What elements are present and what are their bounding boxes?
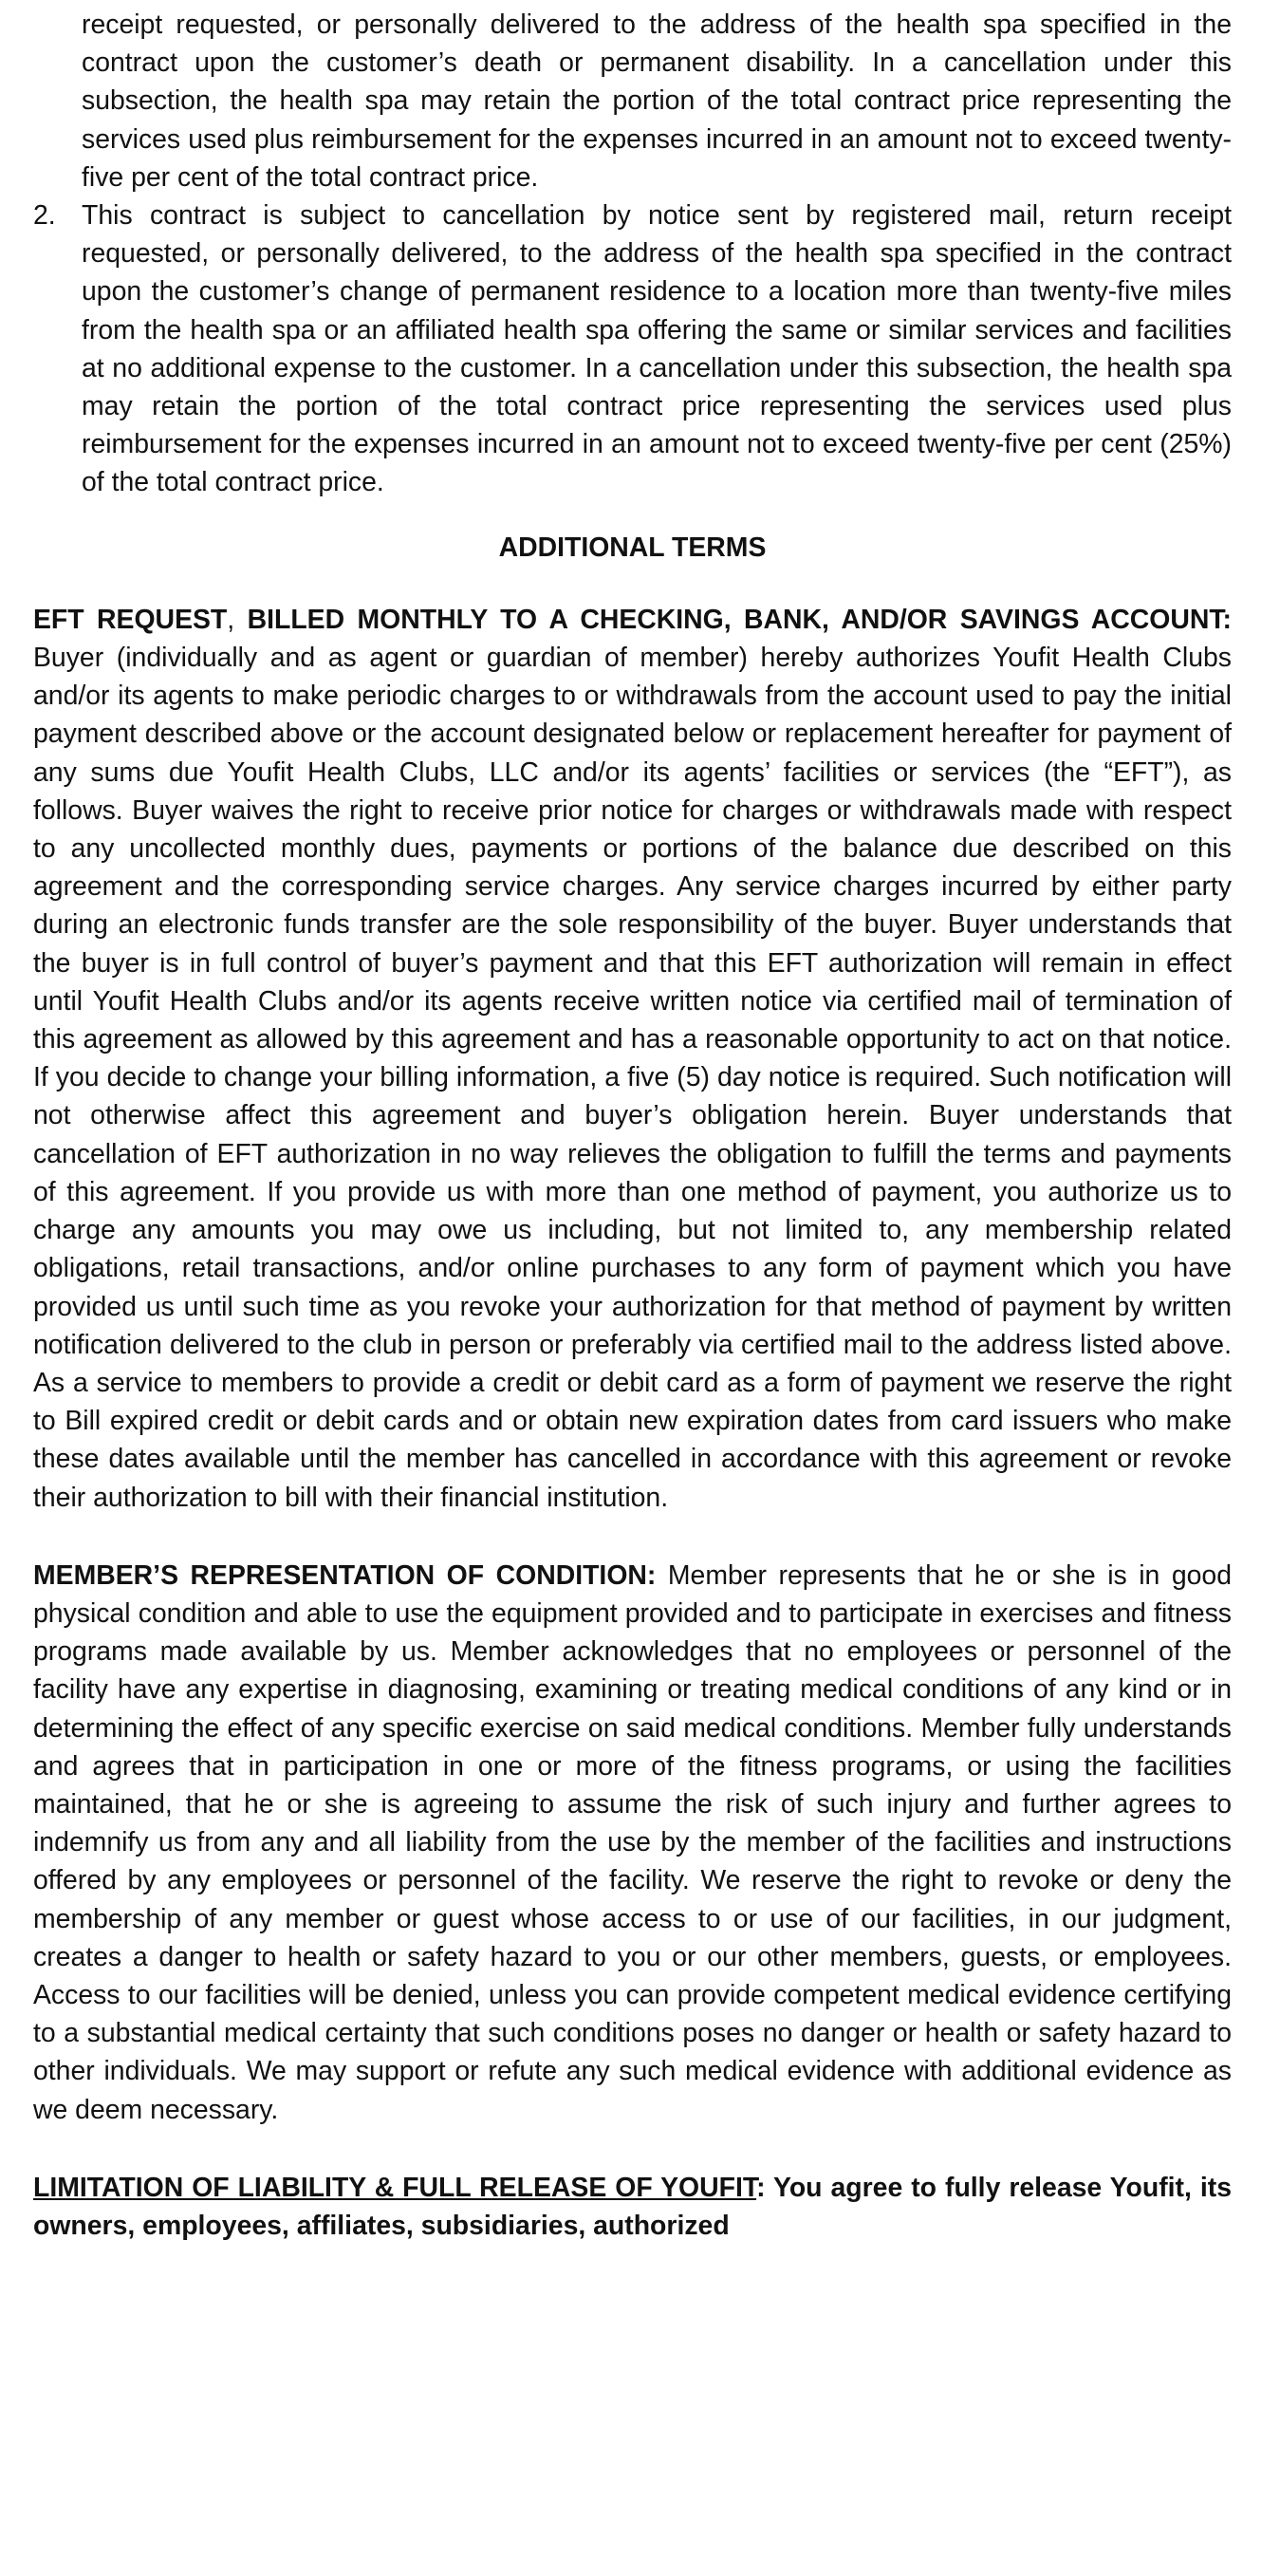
member-condition-body: Member represents that he or she is in good physical condition and able to use the equipment provided and to participate in exercises and fitness programs made available by us. Member acknowledges that no employees or personnel of the facility have any expertise in diagnosing, examining or treating medical conditions of any kind or in determining the effect of any specific exercise on said medical conditions. Member fully understands and agrees that in participation in one or more of the fitness programs, or using the facilities maintained, that he or she is agreeing to assume the risk of such injury and further agrees to indemnify us from any and all liability from the use by the member of the facilities and instructions offered by any employees or personnel of the facility. We reserve the right to revoke or deny the membership of any member or guest whose access to or use of our facilities, in our judgment, creates a danger to health or safety hazard to you or our other members, guests, or employees. Access to our facilities will be denied, unless you can provide competent medical evidence certifying to a substantial medical certainty that such conditions poses no danger or health or safety hazard to other individuals. We may support or refute any such medical evidence with additional evidence as we deem necessary. xyxy=(33,1559,1232,2125)
list-marker: 2. xyxy=(33,200,56,232)
contract-page xyxy=(33,6,1232,2245)
member-condition-paragraph xyxy=(33,1557,1232,2129)
liability-lead-rest: : You agree to fully release Youfit, its owners, employees, affiliates, subsidiaries, authorized xyxy=(33,2172,1232,2241)
liability-paragraph xyxy=(33,2169,1232,2245)
eft-request-body: Buyer (individually and as agent or guardian of member) hereby authorizes Youfit Health Clubs and/or its agents to make periodic charges to or withdrawals from the account used to pay the initial payment described above or the account designated below or replacement hereafter for payment of any sums due Youfit Health Clubs, LLC and/or its agents’ facilities or services (the “EFT”), as follows. Buyer waives the right to receive prior notice for charges or withdrawals made with respect to any uncollected monthly dues, payments or portions of the balance due described on this agreement and the corresponding service charges. Any service charges incurred by either party during an electronic funds transfer are the sole responsibility of the buyer. Buyer understands that the buyer is in full control of buyer’s payment and that this EFT authorization will remain in effect until Youfit Health Clubs and/or its agents receive written notice via certified mail of termination of this agreement as allowed by this agreement and has a reasonable opportunity to act on that notice. If you decide to change your billing information, a five (5) day notice is required. Such notification will not otherwise affect this agreement and buyer’s obligation herein. Buyer understands that cancellation of EFT authorization in no way relieves the obligation to fulfill the terms and payments of this agreement. If you provide us with more than one method of payment, you authorize us to charge any amounts you may owe us including, but not limited to, any membership related obligations, retail transactions, and/or online purchases to any form of payment which you have provided us until such time as you revoke your authorization for that method of payment by written notification delivered to the club in person or preferably via certified mail to the address listed above. As a service to members to provide a credit or debit card as a form of payment we reserve the right to Bill expired credit or debit cards and or obtain new expiration dates from card issuers who make these dates available until the member has cancelled in accordance with this agreement or revoke their authorization to bill with their financial institution. xyxy=(33,643,1232,1513)
member-condition-lead: MEMBER’S REPRESENTATION OF CONDITION: xyxy=(33,1559,657,1591)
cancellation-item-1-continuation xyxy=(33,6,1232,196)
additional-terms-heading: ADDITIONAL TERMS xyxy=(498,532,767,563)
eft-request-lead-1: EFT REQUEST xyxy=(33,604,228,635)
cancellation-item-1-text: receipt requested, or personally delivered to the address of the health spa specified in the contract upon the customer’s death or permanent disability. In a cancellation under this subsection, the health spa may retain the portion of the total contract price representing the services used plus reimbursement for the expenses incurred in an amount not to exceed twenty-five per cent of the total contract price. xyxy=(82,9,1232,193)
eft-request-lead-separator: , xyxy=(227,604,248,635)
cancellation-item-2-text: This contract is subject to cancellation by notice sent by registered mail, return receipt requested, or personally delivered, to the address of the health spa specified in the contract upon the customer’s change of permanent residence to a location more than twenty-five miles from the health spa or an affiliated health spa offering the same or similar services and facilities at no additional expense to the customer. In a cancellation under this subsection, the health spa may retain the portion of the total contract price representing the services used plus reimbursement for the expenses incurred in an amount not to exceed twenty-five per cent (25%) of the total contract price. xyxy=(82,200,1232,498)
eft-request-lead-2: BILLED MONTHLY TO A CHECKING, BANK, AND/OR SAVINGS ACCOUNT: xyxy=(247,604,1233,635)
cancellation-item-2 xyxy=(33,196,1232,502)
liability-lead-underlined: LIMITATION OF LIABILITY & FULL RELEASE OF YOUFIT xyxy=(33,2172,757,2203)
eft-request-paragraph xyxy=(33,601,1232,1517)
